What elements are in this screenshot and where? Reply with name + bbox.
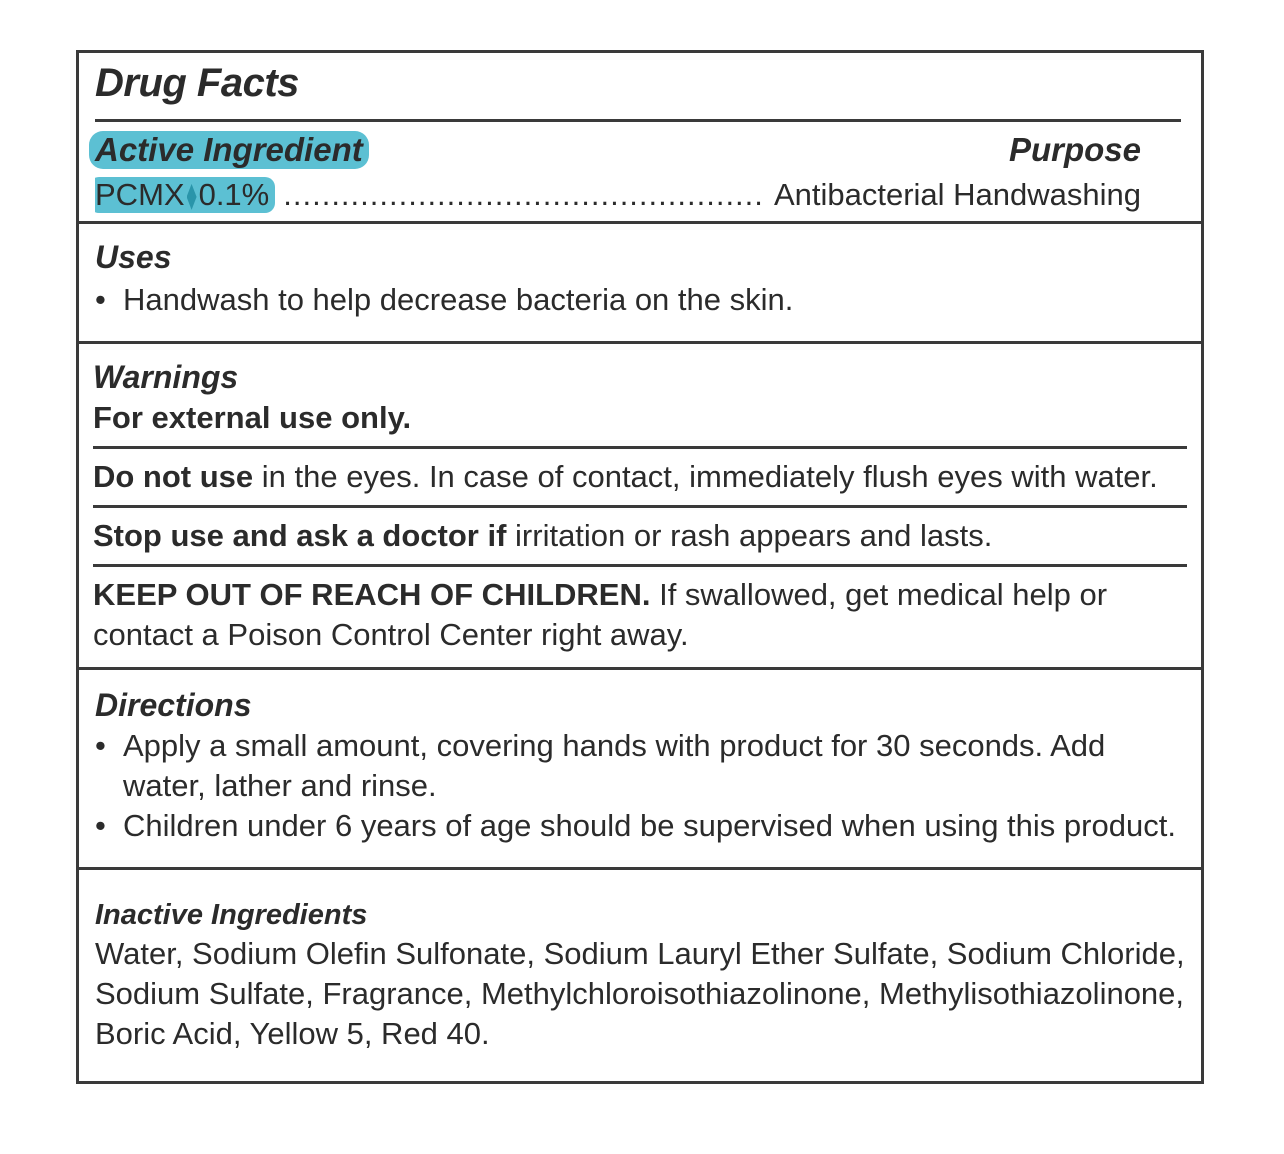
title-rule bbox=[95, 119, 1181, 122]
inactive-header: Inactive Ingredients bbox=[95, 899, 368, 931]
directions-item-text: Children under 6 years of age should be supervised when using this product. bbox=[123, 808, 1176, 843]
ingredient-amount: 0.1% bbox=[198, 177, 270, 212]
ingredient-purpose: Antibacterial Handwashing bbox=[773, 177, 1141, 212]
bullet-icon: • bbox=[95, 808, 106, 843]
uses-header: Uses bbox=[95, 239, 172, 275]
active-ingredient-row bbox=[95, 177, 1141, 213]
drug-facts-title: Drug Facts bbox=[95, 61, 299, 105]
section-divider bbox=[79, 221, 1201, 224]
active-ingredient-header: Active Ingredient bbox=[89, 131, 369, 169]
keep-out-line bbox=[93, 575, 1187, 655]
list-item bbox=[95, 806, 1187, 846]
warnings-header: Warnings bbox=[93, 359, 239, 395]
active-ingredient-header-row bbox=[95, 131, 1141, 169]
purpose-header: Purpose bbox=[1008, 131, 1141, 168]
section-divider bbox=[79, 867, 1201, 870]
do-not-use-bold: Do not use bbox=[93, 459, 254, 494]
inner-divider bbox=[93, 505, 1187, 508]
dot-leader bbox=[283, 177, 766, 213]
keep-out-text: If swallowed, get medical help or contact a Poison Control Center right away. bbox=[93, 577, 1108, 652]
drug-facts-panel bbox=[76, 50, 1204, 1084]
section-divider bbox=[79, 341, 1201, 344]
directions-header: Directions bbox=[95, 687, 252, 723]
warnings-section bbox=[93, 359, 1187, 655]
keep-out-bold: KEEP OUT OF REACH OF CHILDREN. bbox=[93, 577, 651, 612]
directions-item-text: Apply a small amount, covering hands with product for 30 seconds. Add water, lather and rinse. bbox=[123, 728, 1106, 803]
do-not-use-line bbox=[93, 457, 1187, 497]
uses-item-text: Handwash to help decrease bacteria on the skin. bbox=[123, 282, 794, 317]
do-not-use-text: in the eyes. In case of contact, immediately flush eyes with water. bbox=[253, 459, 1158, 494]
external-use-text: For external use only. bbox=[93, 400, 412, 435]
inactive-section bbox=[95, 899, 1187, 1054]
cursor-diamond-icon bbox=[187, 184, 197, 210]
directions-section bbox=[95, 687, 1187, 846]
bullet-icon: • bbox=[95, 728, 106, 763]
active-ingredient-highlight bbox=[95, 177, 275, 213]
bullet-icon: • bbox=[95, 282, 106, 317]
inner-divider bbox=[93, 564, 1187, 567]
list-item bbox=[95, 726, 1187, 806]
uses-section bbox=[95, 239, 1185, 320]
section-divider bbox=[79, 667, 1201, 670]
stop-use-text: irritation or rash appears and lasts. bbox=[506, 518, 993, 553]
inactive-text: Water, Sodium Olefin Sulfonate, Sodium Lauryl Ether Sulfate, Sodium Chloride, Sodium Sulfate, Fragrance, Methylchloroisothiazolinone, Methylisothiazolinone, Boric Acid, Yellow 5, Red 40. bbox=[95, 936, 1185, 1051]
inner-divider bbox=[93, 446, 1187, 449]
list-item bbox=[95, 280, 1185, 320]
ingredient-name: PCMX bbox=[95, 177, 185, 212]
stop-use-bold: Stop use and ask a doctor if bbox=[93, 518, 507, 553]
stop-use-line bbox=[93, 516, 1187, 556]
